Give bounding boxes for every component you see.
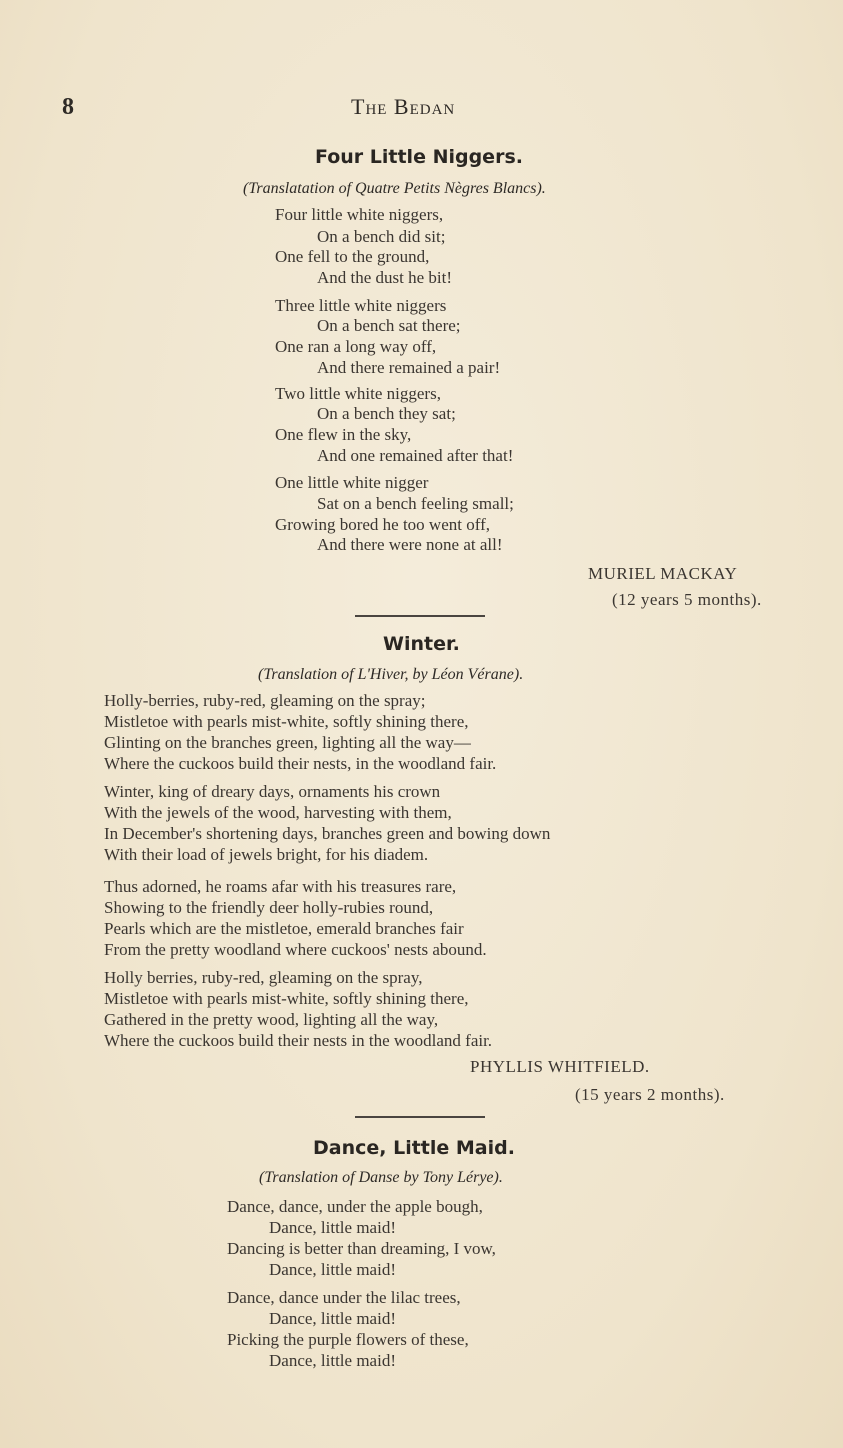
author-name: PHYLLIS WHITFIELD. [470, 1057, 650, 1076]
poem-line: Dance, little maid! [269, 1218, 396, 1237]
page-number: 8 [62, 94, 74, 120]
poem-line: One fell to the ground, [275, 247, 430, 266]
poem-line: And the dust he bit! [317, 268, 453, 287]
poem-line: Dance, little maid! [269, 1351, 396, 1370]
section-divider [355, 615, 485, 617]
poem-line: With their load of jewels bright, for his diadem. [104, 845, 429, 864]
poem-line: Mistletoe with pearls mist-white, softly shining there, [104, 989, 469, 1008]
poem-line: Holly berries, ruby-red, gleaming on the spray, [104, 968, 423, 987]
poem-line: From the pretty woodland where cuckoos' nests abound. [104, 940, 487, 959]
poem-line: One flew in the sky, [275, 425, 412, 444]
running-head: The Bedan [351, 94, 456, 119]
poem-line: Pearls which are the mistletoe, emerald branches fair [104, 919, 464, 938]
section-divider [355, 1116, 485, 1118]
poem-line: Sat on a bench feeling small; [317, 494, 514, 513]
poem-line: Dance, dance under the lilac trees, [227, 1288, 461, 1307]
poem-line: On a bench did sit; [317, 227, 446, 246]
poem-line: Dancing is better than dreaming, I vow, [227, 1239, 496, 1258]
poem-line: On a bench they sat; [317, 404, 456, 423]
poem-line: And there remained a pair! [317, 358, 501, 377]
poem-line: Where the cuckoos build their nests, in the woodland fair. [104, 754, 497, 773]
poem-title: Winter. [383, 633, 460, 655]
poem-line: On a bench sat there; [317, 316, 461, 335]
poem-line: Three little white niggers [275, 296, 447, 315]
poem-subtitle: (Translatation of Quatre Petits Nègres Blancs). [243, 180, 546, 197]
poem-line: Showing to the friendly deer holly-rubies round, [104, 898, 434, 917]
poem-line: Gathered in the pretty wood, lighting all the way, [104, 1010, 439, 1029]
poem-line: And one remained after that! [317, 446, 514, 465]
poem-line: One ran a long way off, [275, 337, 437, 356]
poem-line: Where the cuckoos build their nests in the woodland fair. [104, 1031, 493, 1050]
poem-line: And there were none at all! [317, 535, 503, 554]
poem-line: In December's shortening days, branches green and bowing down [104, 824, 551, 843]
poem-title: Four Little Niggers. [315, 146, 523, 168]
poem-line: One little white nigger [275, 473, 429, 492]
poem-line: Four little white niggers, [275, 205, 444, 224]
author-name: MURIEL MACKAY [588, 564, 738, 583]
poem-line: Dance, little maid! [269, 1309, 396, 1328]
poem-title: Dance, Little Maid. [313, 1137, 515, 1159]
poem-subtitle: (Translation of L'Hiver, by Léon Vérane). [258, 666, 524, 683]
poem-line: With the jewels of the wood, harvesting with them, [104, 803, 452, 822]
poem-line: Dance, little maid! [269, 1260, 396, 1279]
poem-line: Holly-berries, ruby-red, gleaming on the spray; [104, 691, 426, 710]
poem-line: Mistletoe with pearls mist-white, softly shining there, [104, 712, 469, 731]
poem-line: Picking the purple flowers of these, [227, 1330, 469, 1349]
author-age: (15 years 2 months). [575, 1085, 725, 1104]
author-age: (12 years 5 months). [612, 590, 762, 609]
poem-line: Growing bored he too went off, [275, 515, 490, 534]
poem-line: Two little white niggers, [275, 384, 441, 403]
poem-line: Winter, king of dreary days, ornaments his crown [104, 782, 441, 801]
poem-line: Glinting on the branches green, lighting all the way— [104, 733, 471, 752]
poem-line: Thus adorned, he roams afar with his treasures rare, [104, 877, 457, 896]
poem-line: Dance, dance, under the apple bough, [227, 1197, 483, 1216]
poem-subtitle: (Translation of Danse by Tony Lérye). [259, 1169, 503, 1186]
